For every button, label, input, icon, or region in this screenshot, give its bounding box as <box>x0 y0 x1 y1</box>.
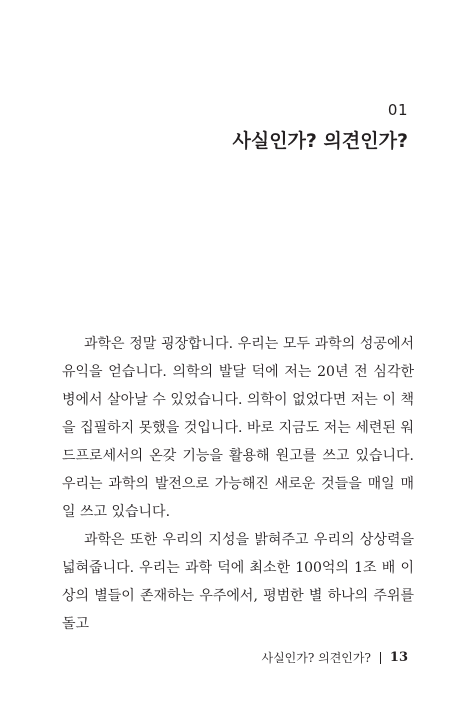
chapter-number: 01 <box>387 101 408 119</box>
chapter-title: 사실인가? 의견인가? <box>232 130 408 152</box>
paragraph: 과학은 정말 굉장합니다. 우리는 모두 과학의 성공에서 유익을 얻습니다. 의학의 발달 덕에 저는 20년 전 심각한 병에서 살아날 수 있었습니다. 의학이 없었다면 저는 이 책을 집필하지 못했을 것입니다. 바로 지금도 저는 세련된 워드프로세서의 온갖 기능을 활용해 원고를 쓰고 있습니다. 우리는 과학의 발전으로 가능해진 새로운 것들을 매일 매일 쓰고 있습니다. <box>62 336 414 520</box>
body-text <box>62 330 414 638</box>
page-number: 13 <box>389 650 408 665</box>
paragraph: 과학은 또한 우리의 지성을 밝혀주고 우리의 상상력을 넓혀줍니다. 우리는 과학 덕에 최소한 100억의 1조 배 이상의 별들이 존재하는 우주에서, 평범한 별 하나의 주위를 돌고 <box>62 532 414 632</box>
running-title: 사실인가? 의견인가? <box>261 651 371 665</box>
footer-divider <box>380 652 381 664</box>
running-footer <box>261 649 408 666</box>
